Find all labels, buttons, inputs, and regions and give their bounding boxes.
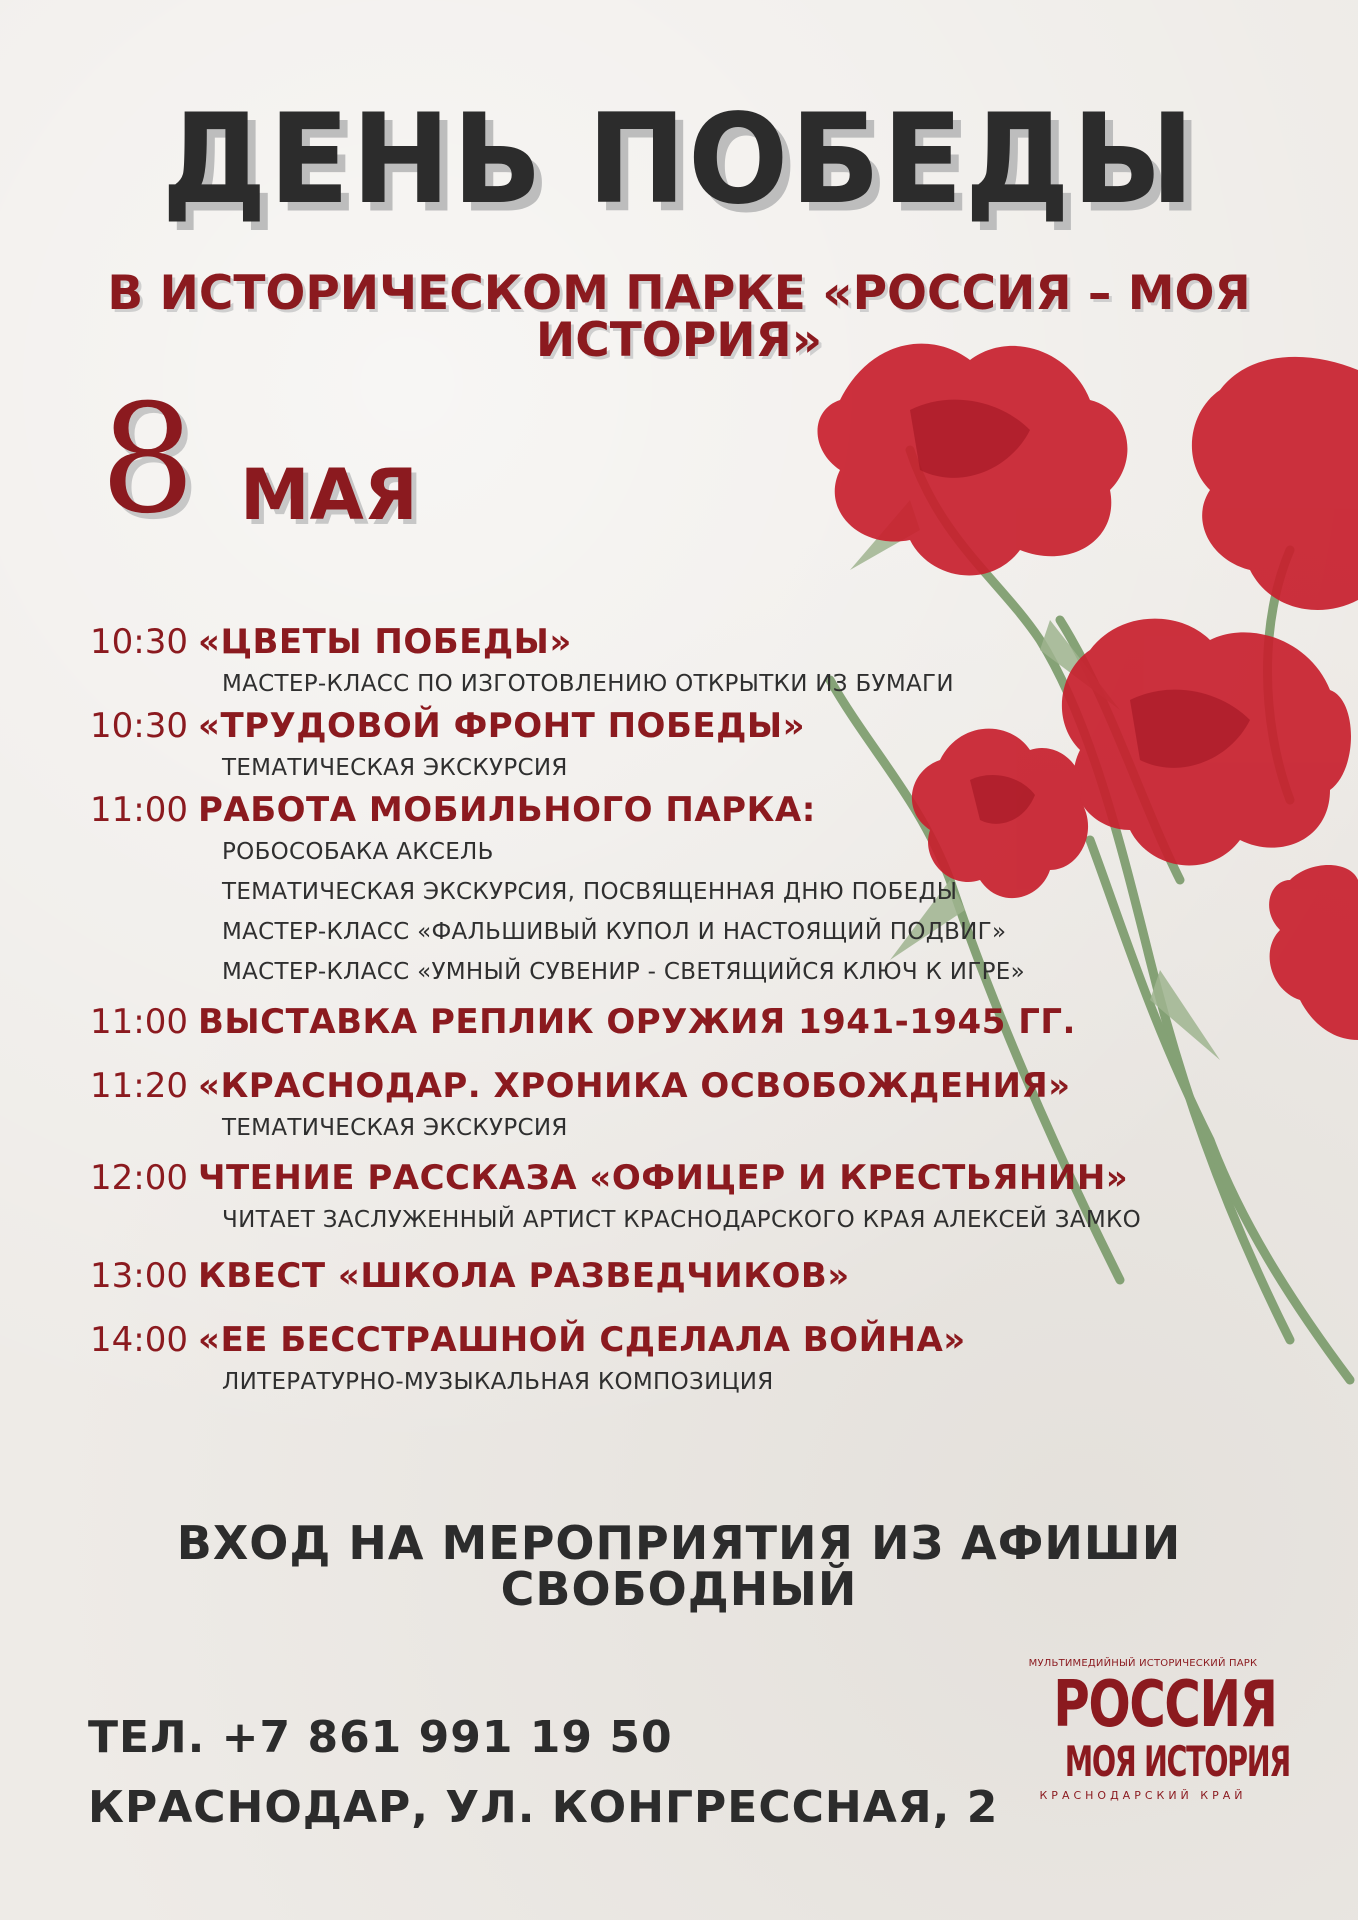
event-time: 12:00 xyxy=(90,1158,188,1198)
contact-phone: ТЕЛ. +7 861 991 19 50 xyxy=(88,1712,673,1763)
event-time: 11:00 xyxy=(90,1002,188,1042)
event-item xyxy=(90,1156,1290,1240)
event-time: 11:00 xyxy=(90,790,188,830)
event-detail: ТЕМАТИЧЕСКАЯ ЭКСКУРСИЯ, ПОСВЯЩЕННАЯ ДНЮ ПОБЕДЫ xyxy=(222,879,958,905)
contact-address: КРАСНОДАР, УЛ. КОНГРЕССНАЯ, 2 xyxy=(88,1782,999,1833)
event-schedule xyxy=(90,620,1290,1402)
event-time: 10:30 xyxy=(90,706,188,746)
event-item xyxy=(90,1064,1290,1148)
logo-tagline: МУЛЬТИМЕДИЙНЫЙ ИСТОРИЧЕСКИЙ ПАРК xyxy=(1028,1658,1258,1669)
event-detail: ТЕМАТИЧЕСКАЯ ЭКСКУРСИЯ xyxy=(222,1115,568,1141)
event-title: «ЦВЕТЫ ПОБЕДЫ» xyxy=(197,622,572,662)
event-month: МАЯ xyxy=(240,454,418,536)
event-time: 11:20 xyxy=(90,1066,188,1106)
event-detail: МАСТЕР-КЛАСС «ФАЛЬШИВЫЙ КУПОЛ И НАСТОЯЩИЙ ПОДВИГ» xyxy=(222,919,1007,945)
event-item xyxy=(90,620,1290,704)
event-title: РАБОТА МОБИЛЬНОГО ПАРКА: xyxy=(197,790,816,830)
event-time: 14:00 xyxy=(90,1320,188,1360)
event-time: 10:30 xyxy=(90,622,188,662)
event-detail: ЛИТЕРАТУРНО-МУЗЫКАЛЬНАЯ КОМПОЗИЦИЯ xyxy=(222,1369,774,1395)
event-item xyxy=(90,1318,1290,1402)
event-day: 8 xyxy=(100,373,196,547)
event-item xyxy=(90,1000,1290,1044)
event-detail: РОБОСОБАКА АКСЕЛЬ xyxy=(222,839,494,865)
event-title: «КРАСНОДАР. ХРОНИКА ОСВОБОЖДЕНИЯ» xyxy=(197,1066,1071,1106)
logo-main-text: РОССИЯ xyxy=(1053,1668,1277,1742)
event-item xyxy=(90,1254,1290,1298)
event-time: 13:00 xyxy=(90,1256,188,1296)
park-logo xyxy=(1028,1658,1290,1802)
event-title: ЧТЕНИЕ РАССКАЗА «ОФИЦЕР И КРЕСТЬЯНИН» xyxy=(197,1158,1129,1198)
event-title: «ТРУДОВОЙ ФРОНТ ПОБЕДЫ» xyxy=(197,706,806,746)
free-entry-note: ВХОД НА МЕРОПРИЯТИЯ ИЗ АФИШИ СВОБОДНЫЙ xyxy=(176,1516,1182,1616)
event-title: КВЕСТ «ШКОЛА РАЗВЕДЧИКОВ» xyxy=(197,1256,850,1296)
event-detail: МАСТЕР-КЛАСС «УМНЫЙ СУВЕНИР - СВЕТЯЩИЙСЯ КЛЮЧ К ИГРЕ» xyxy=(222,959,1025,985)
logo-region: КРАСНОДАРСКИЙ КРАЙ xyxy=(1039,1789,1247,1802)
logo-sub-text: МОЯ ИСТОРИЯ xyxy=(1064,1737,1290,1786)
page-title: ДЕНЬ ПОБЕДЫ xyxy=(161,86,1197,232)
event-title: «ЕЕ БЕССТРАШНОЙ СДЕЛАЛА ВОЙНА» xyxy=(197,1320,966,1360)
event-detail: ЧИТАЕТ ЗАСЛУЖЕННЫЙ АРТИСТ КРАСНОДАРСКОГО КРАЯ АЛЕКСЕЙ ЗАМКО xyxy=(222,1207,1142,1233)
event-title: ВЫСТАВКА РЕПЛИК ОРУЖИЯ 1941-1945 ГГ. xyxy=(197,1002,1076,1042)
event-item xyxy=(90,788,1290,992)
event-detail: МАСТЕР-КЛАСС ПО ИЗГОТОВЛЕНИЮ ОТКРЫТКИ ИЗ БУМАГИ xyxy=(222,671,954,697)
page-subtitle: В ИСТОРИЧЕСКОМ ПАРКЕ «РОССИЯ – МОЯ ИСТОРИЯ» xyxy=(107,266,1251,368)
event-detail: ТЕМАТИЧЕСКАЯ ЭКСКУРСИЯ xyxy=(222,755,568,781)
event-item xyxy=(90,704,1290,788)
